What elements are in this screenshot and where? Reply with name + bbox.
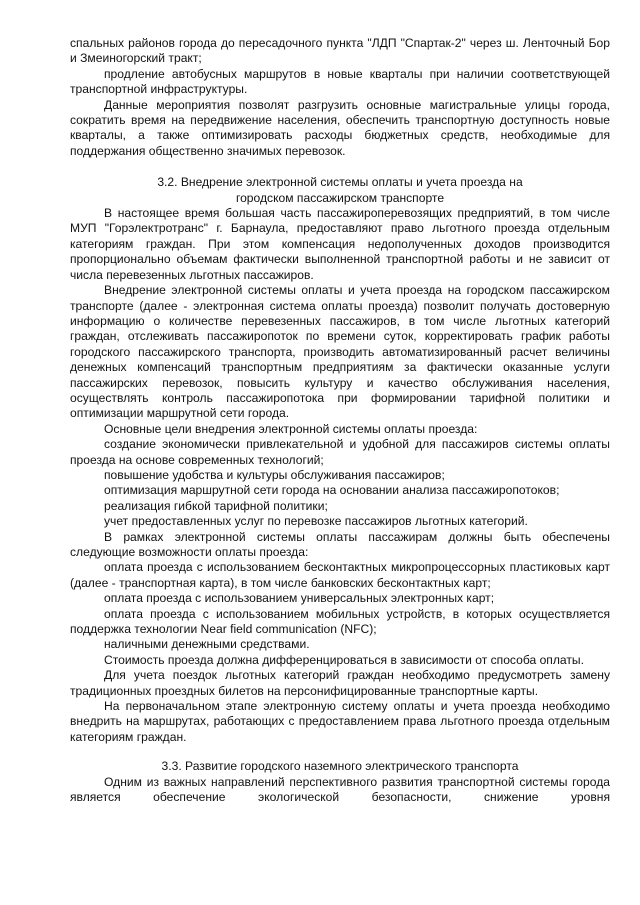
paragraph: спальных районов города до пересадочного пункта "ЛДП "Спартак-2" через ш. Ленточный Бор и Змеиногорский тракт; <box>70 36 610 66</box>
section-heading: 3.3. Развитие городского наземного электрического транспорта <box>161 759 519 774</box>
paragraph: На первоначальном этапе электронную систему оплаты и учета проезда необходимо внедрить на маршрутах, работающих с предоставлением права льготного проезда отдельным категориям граждан. <box>70 699 610 744</box>
list-item: учет предоставленных услуг по перевозке пассажиров льготных категорий. <box>104 514 528 529</box>
section-3-3 <box>70 759 610 805</box>
list-item: оплата проезда с использованием универсальных электронных карт; <box>104 591 495 606</box>
paragraph: Внедрение электронной системы оплаты и учета проезда на городском пассажирском транспорте (далее - электронная система оплаты проезда) позволит получать достоверную информацию о количестве перевезенных пассажиров, в том числе льготных категорий граждан, отслеживать пассажиропоток по времени суток, корректировать график работы городского пассажирского транспорта, производить автоматизированный расчет величины денежных компенсаций транспортным предприятиям за фактически оказанные услуги пассажирских перевозок, повысить культуру и качество обслуживания населения, осуществлять контроль пассажиропотока при формировании тарифной политики и оптимизации маршрутной сети города. <box>70 283 610 421</box>
top-text-block <box>70 36 610 159</box>
list-item: реализация гибкой тарифной политики; <box>104 498 328 513</box>
list-item: наличными денежными средствами. <box>104 637 310 652</box>
paragraph: Основные цели внедрения электронной системы оплаты проезда: <box>104 421 478 436</box>
paragraph: В настоящее время большая часть пассажироперевозящих предприятий, в том числе МУП "Горэлектротранс" г. Барнаула, предоставляют право льготного проезда отдельным категориям граждан. При этом компенсация недополученных доходов производится пропорционально объемам фактически выполненной транспортной работы и не зависит от числа перевезенных льготных пассажиров. <box>70 206 610 282</box>
section-3-2 <box>70 175 610 745</box>
paragraph: В рамках электронной системы оплаты пассажирам должны быть обеспечены следующие возможности оплаты проезда: <box>70 529 610 559</box>
paragraph: Данные мероприятия позволят разгрузить основные магистральные улицы города, сократить время на передвижение населения, обеспечить транспортную доступность новые кварталы, а также оптимизировать расходы бюджетных средств, необходимые для поддержания общественно значимых перевозок. <box>70 97 610 158</box>
list-item: повышение удобства и культуры обслуживания пассажиров; <box>104 467 445 482</box>
list-item: оптимизация маршрутной сети города на основании анализа пассажиропотоков; <box>104 483 560 498</box>
list-item: оплата проезда с использованием бесконтактных микропроцессорных пластиковых карт (далее - транспортная карта), в том числе банковских бесконтактных карт; <box>70 560 610 590</box>
paragraph: Одним из важных направлений перспективного развития транспортной системы города является обеспечение экологической безопасности, снижение уровня <box>70 774 610 805</box>
list-item: оплата проезда с использованием мобильных устройств, в которых осуществляется поддержка технологии Near field communication (NFC); <box>70 606 610 637</box>
paragraph: Для учета поездок льготных категорий граждан необходимо предусмотреть замену традиционных проездных билетов на персонифицированные транспортные карты. <box>70 668 610 698</box>
paragraph: Стоимость проезда должна дифференцироваться в зависимости от способа оплаты. <box>104 652 584 667</box>
paragraph: продление автобусных маршрутов в новые кварталы при наличии соответствующей транспортной инфраструктуры. <box>70 66 610 97</box>
section-heading: 3.2. Внедрение электронной системы оплаты и учета проезда на городском пассажирском транспорте <box>157 175 523 205</box>
list-item: создание экономически привлекательной и удобной для пассажиров системы оплаты проезда на основе современных технологий; <box>70 437 610 467</box>
